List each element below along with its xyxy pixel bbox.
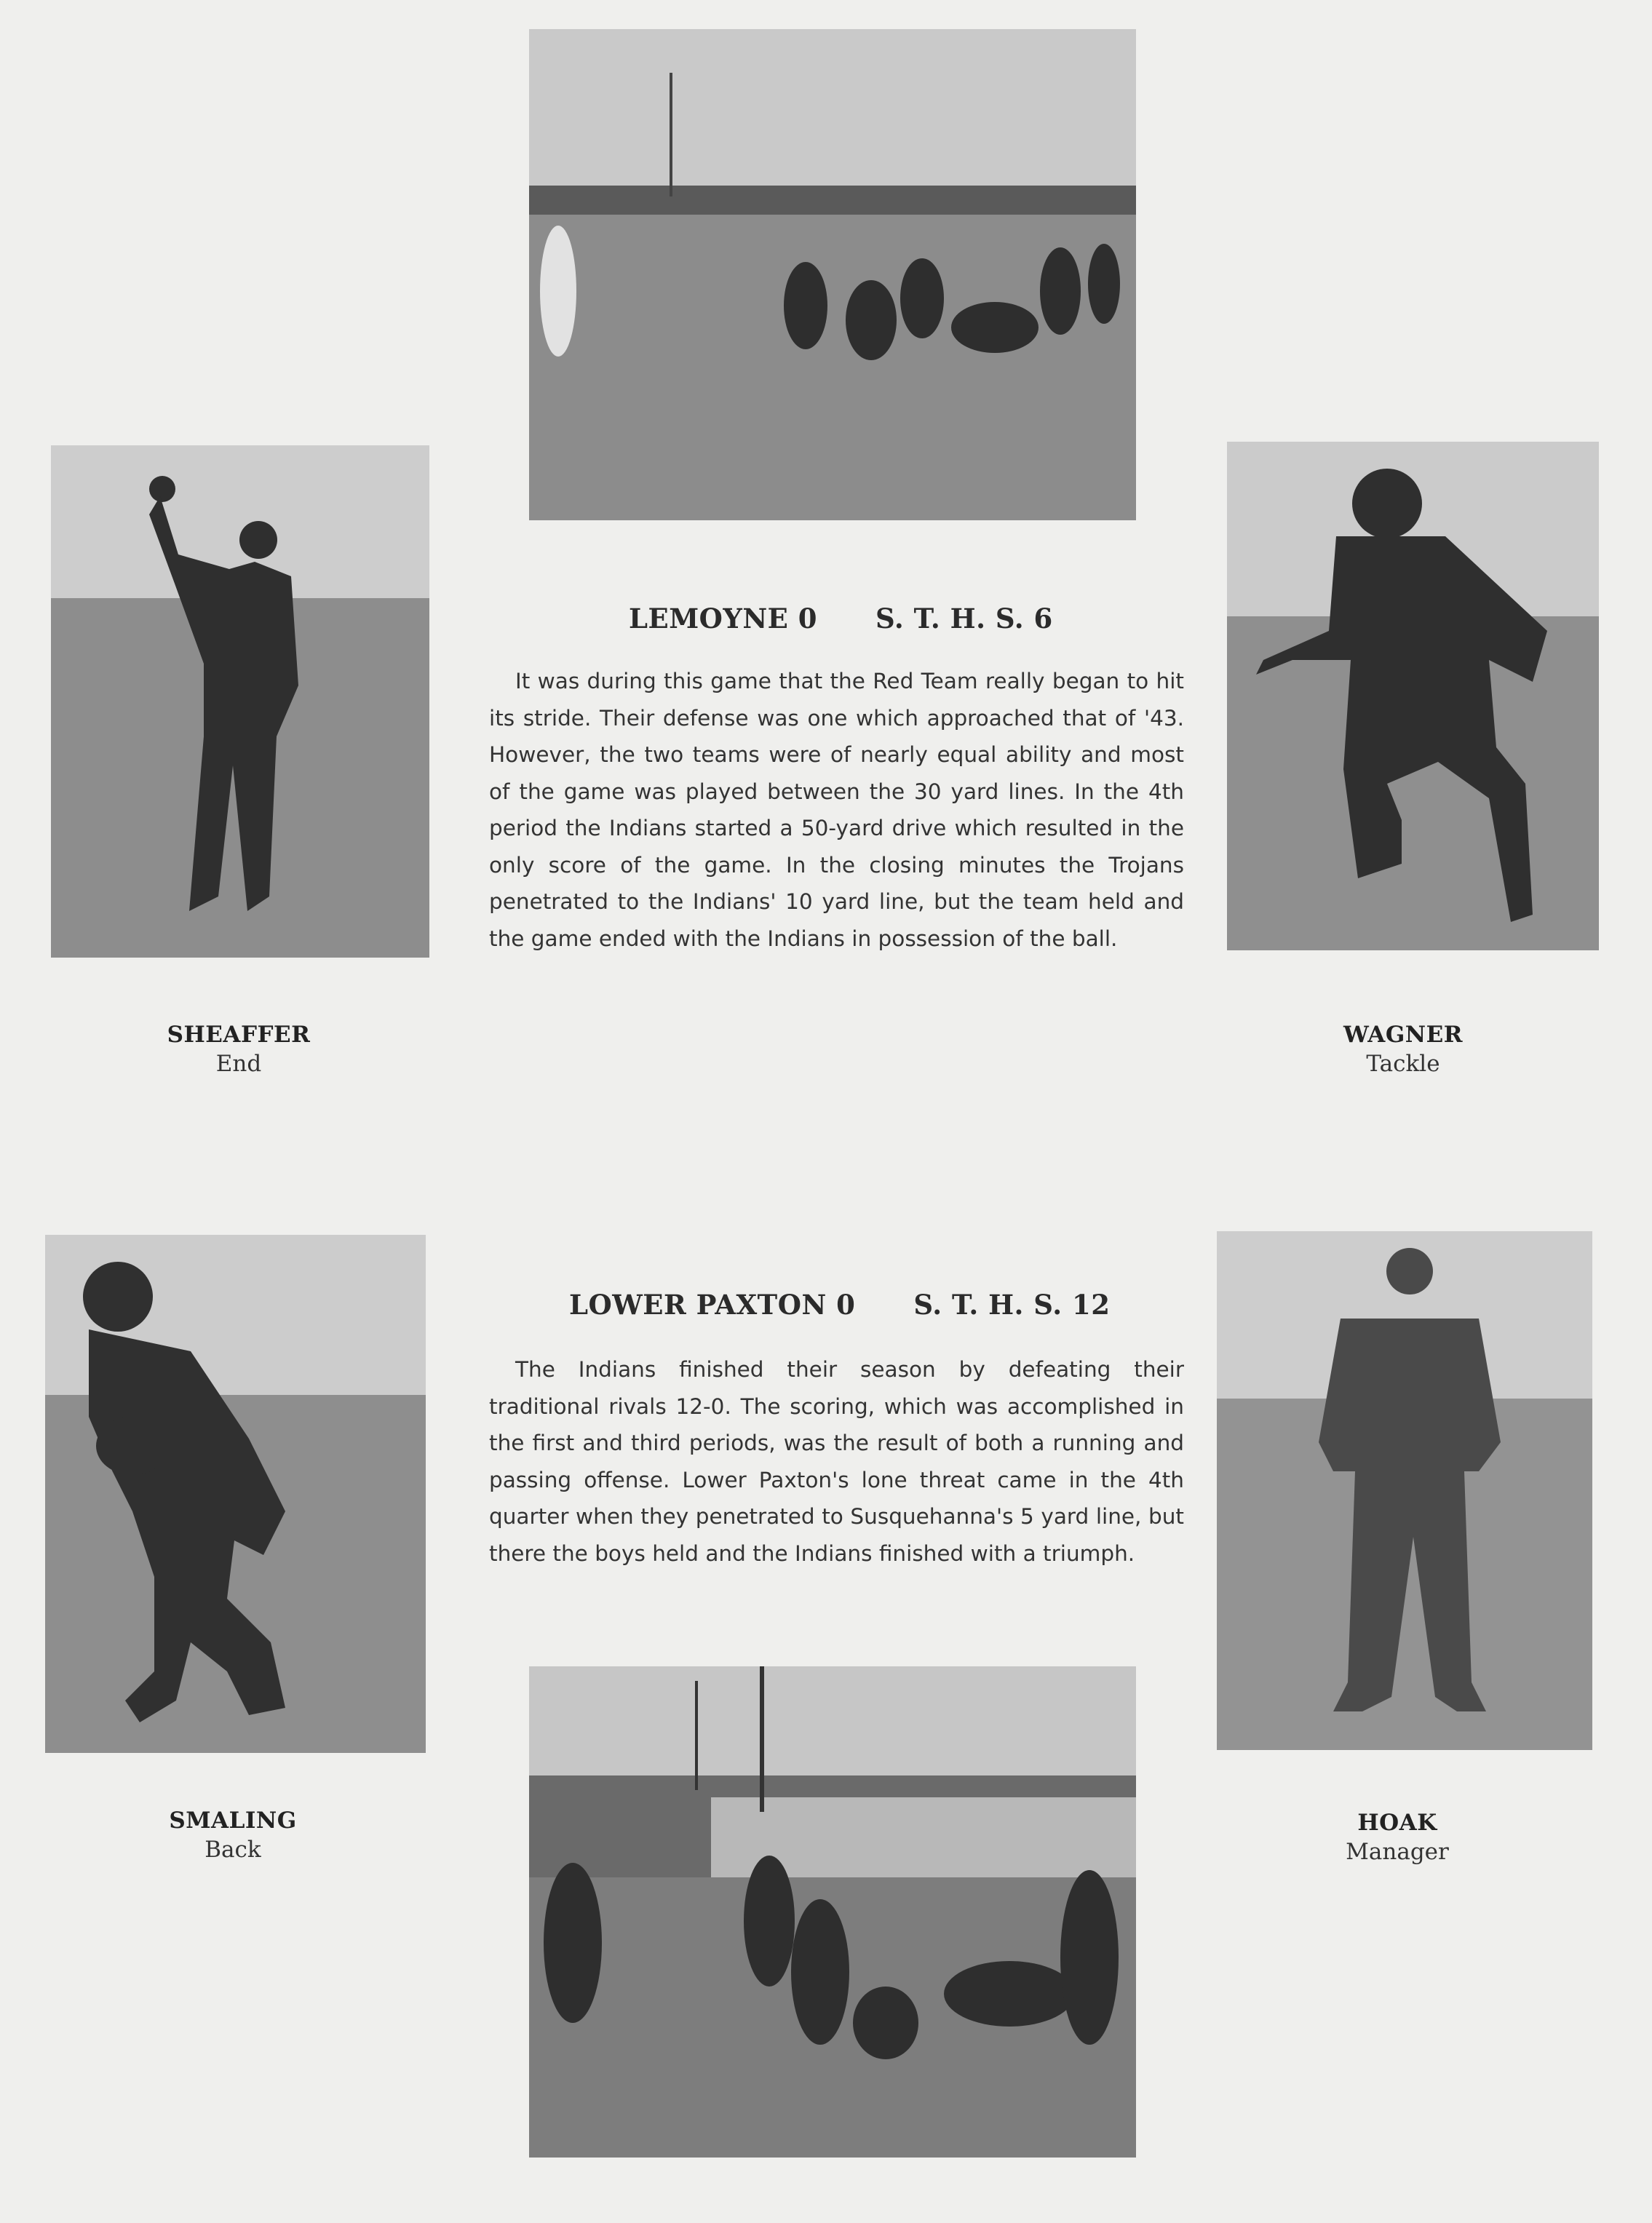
player-photo-wagner-image xyxy=(1227,442,1599,950)
player-photo-wagner xyxy=(1227,442,1599,950)
game-heading-lemoyne xyxy=(629,603,1053,635)
caption-wagner xyxy=(1294,1022,1512,1077)
player-photo-hoak-image xyxy=(1217,1231,1592,1750)
player-name: HOAK xyxy=(1357,1810,1437,1836)
game-photo-bottom xyxy=(529,1666,1136,2158)
game-photo-top-image xyxy=(529,29,1136,520)
player-photo-hoak xyxy=(1217,1231,1592,1750)
caption-sheaffer xyxy=(130,1022,348,1077)
caption-hoak xyxy=(1288,1810,1506,1865)
caption-smaling xyxy=(124,1808,342,1863)
game-home-score: S. T. H. S. 6 xyxy=(875,603,1053,635)
game-opponent-score: LOWER PAXTON 0 xyxy=(569,1289,856,1321)
game-photo-bottom-image xyxy=(529,1666,1136,2158)
player-name: SMALING xyxy=(169,1808,297,1834)
player-photo-smaling xyxy=(45,1235,426,1753)
game-heading-lower-paxton xyxy=(569,1289,1110,1321)
game-photo-top xyxy=(529,29,1136,520)
game-opponent-score: LEMOYNE 0 xyxy=(629,603,817,635)
player-photo-smaling-image xyxy=(45,1235,426,1753)
player-position: Tackle xyxy=(1366,1051,1440,1077)
player-photo-sheaffer xyxy=(51,445,429,958)
game-summary-lemoyne: It was during this game that the Red Team really began to hit its stride. Their defense was one which approached that of '43. However, the two teams were of nearly equal ability and most of the game was played between the 30 yard lines. In the 4th period the Indians started a 50-yard drive which resulted in the only score of the game. In the closing minutes the Trojans penetrated to the Indians' 10 yard line, but the team held and the game ended with the Indians in possession of the ball. xyxy=(489,669,1184,951)
player-name: SHEAFFER xyxy=(167,1022,311,1048)
player-position: End xyxy=(215,1051,262,1077)
player-photo-sheaffer-image xyxy=(51,445,429,958)
game-home-score: S. T. H. S. 12 xyxy=(913,1289,1111,1321)
player-position: Manager xyxy=(1346,1839,1449,1865)
player-name: WAGNER xyxy=(1343,1022,1464,1048)
player-position: Back xyxy=(204,1837,261,1863)
game-summary-lower-paxton: The Indians finished their season by defeating their traditional rivals 12-0. The scoring, which was accomplished in the first and third periods, was the result of both a running and passing offense. Lower Paxton's lone threat came in the 4th quarter when they penetrated to Susquehanna's 5 yard line, but there the boys held and the Indians finished with a triumph. xyxy=(489,1357,1184,1566)
